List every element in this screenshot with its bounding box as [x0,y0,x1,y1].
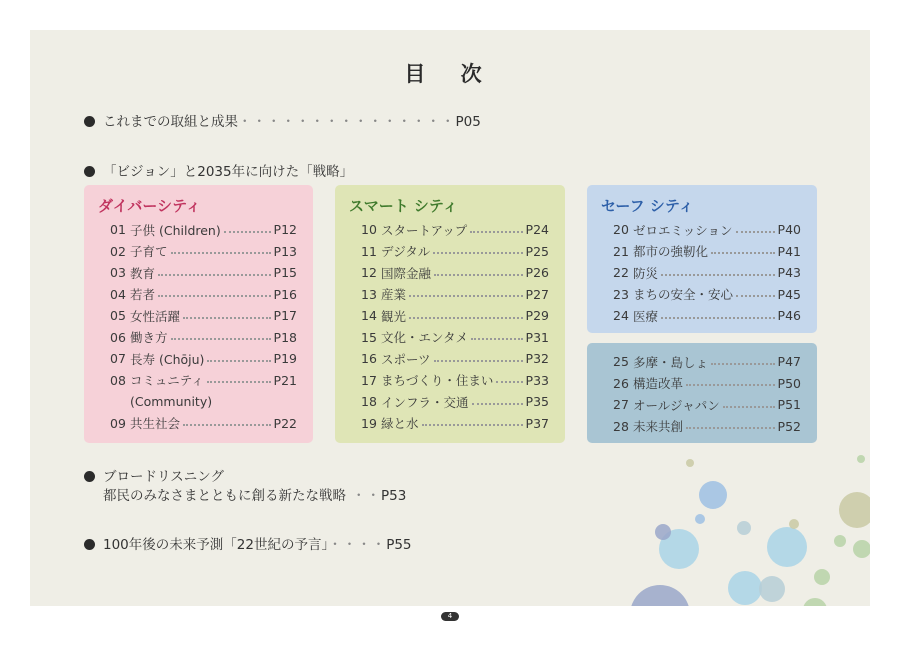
leader-dots [171,338,271,340]
toc-entry-label: スタートアップ [381,222,468,238]
toc-entry-label: まちの安全・安心 [633,287,734,303]
bullet-icon [84,166,95,177]
toc-entry-page: P24 [525,222,549,238]
section-entries [361,219,549,434]
decorative-circle [853,540,871,558]
toc-entry-page: P13 [273,243,297,259]
toc-entry-page: P25 [525,243,549,259]
leader-dots [496,381,522,383]
toc-entry-label: 緑と水 [381,416,419,432]
toc-entry-page: P18 [273,329,297,345]
decorative-circle [789,519,799,529]
toc-entry-page: P19 [273,351,297,367]
toc-entry-number: 26 [613,375,629,391]
toc-entry-page: P15 [273,265,297,281]
toc-entry[interactable] [110,241,297,263]
toc-entry-label: 都市の強靭化 [633,244,709,260]
toc-entry[interactable] [361,348,549,370]
toc-entry-number: 07 [110,351,126,367]
toc-entry-label: 多摩・島しょ [633,354,709,370]
toc-entry-page: P52 [777,418,801,434]
toc-entry-label: 共生社会 [130,416,181,432]
toc-entry[interactable] [613,351,801,373]
toc-entry-page: P32 [525,351,549,367]
section-heading: スマート シティ [349,197,458,215]
toc-entry-number: 13 [361,286,377,302]
toc-entry-page: P27 [525,286,549,302]
toc-entry-page: P51 [777,397,801,413]
toc-entry-page: P50 [777,375,801,391]
toc-entry[interactable] [613,284,801,306]
toc-entry[interactable] [110,348,297,370]
toc-entry-number: 17 [361,372,377,388]
toc-entry[interactable] [361,327,549,349]
toc-entry-number: 21 [613,243,629,259]
leader-dots [207,360,270,362]
leader-dots [422,424,523,426]
toc-entry-number: 10 [361,222,377,238]
section-entries [110,219,297,434]
leader-dots [158,274,271,276]
decorative-circle [686,459,694,467]
leader-dots [472,403,523,405]
toc-entry-page: P45 [777,286,801,302]
decorative-circle [737,521,751,535]
leader-dots [711,363,775,365]
section-box-diversity [84,185,313,443]
leader-dots [723,406,775,408]
toc-item-achievements[interactable] [84,110,481,130]
decorative-circle [767,527,807,567]
leader-dots [183,424,271,426]
toc-entry-number: 23 [613,286,629,302]
toc-entry[interactable] [361,241,549,263]
page-number: 4 [441,612,459,621]
decorative-circle [834,535,846,547]
leader-dots [171,252,271,254]
toc-entry[interactable] [110,327,297,349]
section-heading: ダイバーシティ [98,197,201,215]
section-entries [613,351,801,437]
toc-entry-page: P21 [273,372,297,388]
toc-entry-label: 文化・エンタメ [381,330,469,346]
toc-entry-label: 防災 [633,265,659,281]
toc-entry[interactable] [613,373,801,395]
leader-dots [736,231,775,233]
toc-entry-page: P26 [525,265,549,281]
toc-entry-number: 08 [110,372,126,388]
toc-entry[interactable] [361,413,549,435]
toc-entry-number: 25 [613,354,629,370]
toc-entry-label: 観光 [381,308,407,324]
toc-entry-label: 働き方 [130,330,168,346]
leader-dots: ・・ [352,488,381,504]
leader-dots [409,295,523,297]
toc-entry[interactable] [613,241,801,263]
bullet-icon [84,116,95,127]
toc-entry-page: P31 [525,329,549,345]
toc-entry-label: 未来共創 [633,419,684,435]
toc-entry[interactable] [110,370,297,392]
toc-item-vision-strategy[interactable] [84,160,353,180]
toc-entry-label: まちづくり・住まい [381,373,494,389]
toc-entry-number: 04 [110,286,126,302]
decorative-circle [803,598,827,622]
toc-entry-number: 01 [110,222,126,238]
toc-item-label: 「ビジョン」と2035年に向けた「戦略」 [103,164,354,180]
toc-entry-page: P47 [777,354,801,370]
toc-entry-number: 02 [110,243,126,259]
toc-item-label: これまでの取組と成果 [103,114,238,130]
decorative-circle [857,455,865,463]
toc-entry-page: P40 [777,222,801,238]
leader-dots [686,427,775,429]
toc-entry-label: コミュニティ [130,373,204,389]
leader-dots [207,381,271,383]
toc-entry-label: 国際金融 [381,265,432,281]
toc-entry-number: 06 [110,329,126,345]
toc-entry-page: P46 [777,308,801,324]
toc-entry[interactable] [361,219,549,241]
toc-entry-label: 若者 [130,287,156,303]
toc-entry-label: (Community) [130,394,213,410]
leader-dots [434,360,523,362]
leader-dots [711,252,775,254]
toc-item-label: 都民のみなさまとともに創る新たな戦略 [103,488,346,504]
toc-item-future-prediction[interactable] [84,533,412,553]
toc-entry-label: 構造改革 [633,376,684,392]
leader-dots [686,384,775,386]
section-box-safe-city [587,185,817,333]
toc-entry-number: 15 [361,329,377,345]
decorative-circle [728,571,762,605]
bullet-icon [84,471,95,482]
toc-entry-number: 20 [613,222,629,238]
section-box-smart-city [335,185,565,443]
leader-dots [434,274,523,276]
toc-entry[interactable] [110,284,297,306]
leader-dots: ・・・・ [328,537,387,553]
decorative-circle [630,585,690,645]
toc-entry-label: 教育 [130,265,156,281]
toc-entry-page: P35 [525,394,549,410]
decorative-circle [839,492,875,528]
toc-item-label: ブロードリスニング [103,469,224,485]
toc-item-page: P55 [386,537,412,553]
leader-dots [224,231,271,233]
toc-entry-page: P12 [273,222,297,238]
toc-entry-number: 03 [110,265,126,281]
decorative-circle [699,481,727,509]
toc-entry-page: P41 [777,243,801,259]
toc-entry-page: P37 [525,415,549,431]
toc-entry[interactable] [613,416,801,438]
toc-entry-number: 28 [613,418,629,434]
leader-dots [183,317,271,319]
section-entries [613,219,801,327]
toc-entry-number: 09 [110,415,126,431]
toc-entry[interactable] [613,262,801,284]
toc-entry-page: P29 [525,308,549,324]
toc-entry[interactable] [613,305,801,327]
toc-entry[interactable] [361,370,549,392]
leader-dots [471,338,523,340]
toc-entry-page: P16 [273,286,297,302]
decorative-circle [814,569,830,585]
toc-entry[interactable] [613,219,801,241]
toc-entry[interactable] [361,305,549,327]
toc-entry[interactable] [110,413,297,435]
toc-entry[interactable] [110,262,297,284]
toc-entry[interactable] [361,391,549,413]
toc-item-page: P53 [381,488,407,504]
toc-entry-number: 16 [361,351,377,367]
toc-entry[interactable] [613,394,801,416]
toc-entry-label: インフラ・交通 [381,394,469,410]
section-box-additional [587,343,817,443]
toc-entry-page: P17 [273,308,297,324]
toc-entry-number: 24 [613,308,629,324]
toc-entry[interactable] [361,262,549,284]
toc-entry[interactable] [110,305,297,327]
toc-entry-page: P33 [525,372,549,388]
toc-entry-label: オールジャパン [633,397,720,413]
bullet-icon [84,539,95,550]
toc-entry[interactable] [361,284,549,306]
leader-dots: ・・・・・・・・・・・・・・・ [238,114,456,130]
leader-dots [470,231,522,233]
toc-entry-number: 05 [110,308,126,324]
toc-entry-label: スポーツ [381,351,431,367]
toc-entry-label: 子育て [130,244,168,260]
toc-entry-number: 22 [613,265,629,281]
toc-entry-label: デジタル [381,244,431,260]
section-heading: セーフ シティ [601,197,694,215]
toc-item-broad-listening-sub[interactable] [103,484,406,504]
toc-entry-page: P22 [273,415,297,431]
leader-dots [433,252,522,254]
toc-entry-label: 医療 [633,308,659,324]
toc-entry-label: 子供 (Children) [130,222,221,238]
toc-entry-page: P43 [777,265,801,281]
toc-entry-number: 18 [361,394,377,410]
toc-entry-number: 27 [613,397,629,413]
toc-item-broad-listening[interactable] [84,465,224,485]
leader-dots [661,317,775,319]
decorative-circle [655,524,671,540]
toc-item-page: P05 [455,114,481,130]
page-title: 目 次 [404,62,496,86]
leader-dots [409,317,523,319]
leader-dots [661,274,775,276]
decorative-circle [695,514,705,524]
toc-entry-label: 産業 [381,287,407,303]
toc-entry[interactable] [110,391,297,413]
toc-entry-number: 19 [361,415,377,431]
toc-entry-number: 12 [361,265,377,281]
toc-entry[interactable] [110,219,297,241]
toc-entry-label: 長寿 (Chōju) [130,351,205,367]
toc-entry-number: 14 [361,308,377,324]
toc-entry-label: 女性活躍 [130,308,181,324]
toc-entry-label: ゼロエミッション [633,222,733,238]
decorative-circle [759,576,785,602]
leader-dots [736,295,775,297]
toc-item-label: 100年後の未来予測「22世紀の予言」 [103,537,329,553]
leader-dots [158,295,271,297]
toc-entry-number: 11 [361,243,377,259]
